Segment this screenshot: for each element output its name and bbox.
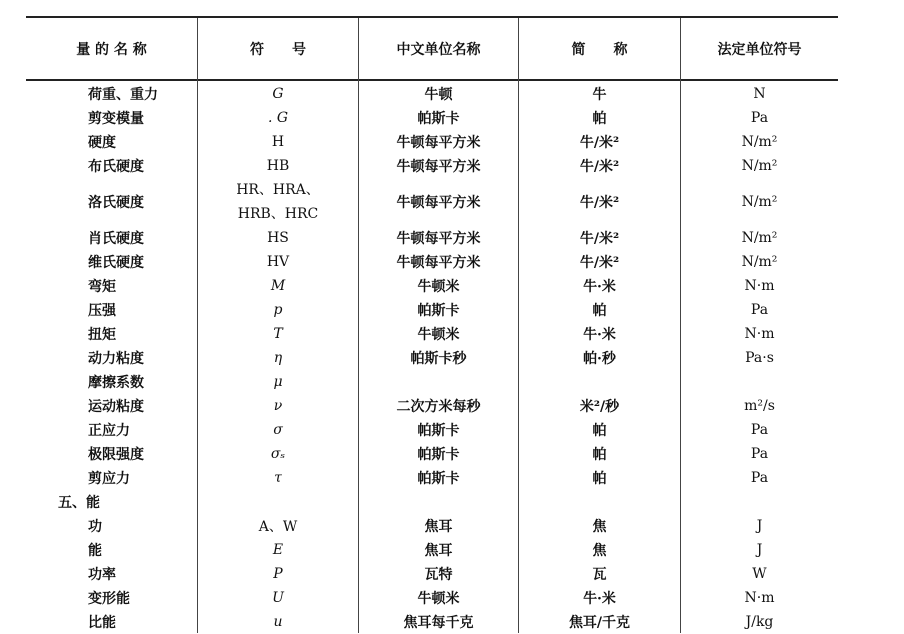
cell-abbreviation: 牛/米² [579,159,620,175]
cell-symbol: μ [273,374,283,390]
cell-chinese-unit-name: 牛顿每平方米 [396,231,481,247]
cell-quantity-name: 摩擦系数 [88,375,144,391]
cell-abbreviation: 帕 [592,303,607,319]
cell-abbreviation: 米²/秒 [579,399,620,415]
cell-abbreviation [519,370,680,394]
header-symbol: 符 号 [250,41,306,58]
cell-abbreviation: 帕 [592,423,607,439]
symbol-line: HRB、HRC [237,206,319,222]
cell-chinese-unit-name: 焦耳每千克 [403,615,474,631]
cell-chinese-unit-name: 牛顿米 [417,591,460,607]
cell-legal-unit-symbol: N/m² [741,194,778,210]
cell-quantity-name: 动力粘度 [88,351,144,367]
cell-quantity-name: 运动粘度 [88,399,144,415]
cell-quantity-name: 比能 [88,615,116,631]
cell-symbol: HB [266,158,290,174]
cell-legal-unit-symbol: N/m² [741,230,778,246]
cell-legal-unit-symbol: Pa [750,110,769,126]
cell-chinese-unit-name [359,370,518,394]
cell-quantity-name: 扭矩 [88,327,116,343]
cell-chinese-unit-name: 牛顿 [424,87,453,103]
cell-legal-unit-symbol: m²/s [744,398,775,414]
cell-legal-unit-symbol: J [756,518,763,534]
cell-chinese-unit-name: 牛顿米 [417,327,460,343]
cell-quantity-name: 布氏硬度 [88,159,144,175]
cell-symbol: H [271,134,285,150]
cell-quantity-name: 变形能 [88,591,130,607]
cell-legal-unit-symbol: N/m² [741,158,778,174]
cell-legal-unit-symbol: N [753,86,766,102]
cell-symbol: p [273,302,283,318]
cell-quantity-name: 剪变模量 [88,111,144,127]
cell-quantity-name: 剪应力 [88,471,130,487]
cell-legal-unit-symbol: Pa [750,446,769,462]
cell-legal-unit-symbol [681,370,838,394]
cell-legal-unit-symbol: Pa·s [745,350,774,366]
cell-symbol: HS [267,230,289,246]
cell-symbol: G [272,86,284,102]
cell-legal-unit-symbol: N·m [744,278,775,294]
cell-quantity-name: 能 [88,543,102,559]
cell-chinese-unit-name: 帕斯卡 [417,471,460,487]
header-chinese-unit-name: 中文单位名称 [396,41,481,58]
cell-quantity-name: 功 [88,519,102,535]
cell-symbol [198,490,358,514]
cell-legal-unit-symbol: W [752,566,767,582]
cell-legal-unit-symbol: Pa [750,302,769,318]
cell-legal-unit-symbol: N·m [744,326,775,342]
cell-legal-unit-symbol: Pa [750,422,769,438]
cell-chinese-unit-name: 帕斯卡 [417,303,460,319]
cell-quantity-name: 五、能 [58,495,100,511]
header-legal-unit-symbol: 法定单位符号 [717,41,802,58]
cell-symbol: T [273,326,283,342]
cell-symbol: A、W [258,519,298,535]
cell-symbol: σₛ [270,446,286,462]
cell-quantity-name: 压强 [88,303,116,319]
cell-quantity-name: 正应力 [88,423,130,439]
cell-symbol: σ [273,422,283,438]
cell-symbol: E [272,542,284,558]
cell-abbreviation: 牛·米 [583,591,616,607]
cell-chinese-unit-name: 帕斯卡 [417,111,460,127]
header-quantity-name: 量 的 名 称 [76,41,147,58]
cell-symbol: η [273,350,283,366]
cell-symbol [198,178,358,226]
cell-symbol: u [273,614,283,630]
cell-abbreviation: 帕·秒 [583,351,616,367]
cell-abbreviation: 牛/米² [579,231,620,247]
cell-chinese-unit-name: 焦耳 [424,543,453,559]
header-abbreviation: 简 称 [571,41,628,58]
cell-chinese-unit-name: 帕斯卡秒 [410,351,467,367]
cell-quantity-name: 功率 [88,567,116,583]
cell-quantity-name: 硬度 [88,135,116,151]
cell-symbol: . G [267,110,289,126]
cell-abbreviation: 焦耳/千克 [568,615,631,631]
cell-legal-unit-symbol: J [756,542,763,558]
cell-symbol: τ [274,470,282,486]
cell-quantity-name: 肖氏硬度 [88,231,144,247]
cell-chinese-unit-name: 牛顿米 [417,279,460,295]
cell-legal-unit-symbol: N·m [744,590,775,606]
cell-chinese-unit-name: 牛顿每平方米 [396,135,481,151]
cell-chinese-unit-name: 帕斯卡 [417,423,460,439]
cell-chinese-unit-name: 二次方米每秒 [396,399,481,415]
cell-abbreviation: 帕 [592,447,607,463]
cell-chinese-unit-name: 牛顿每平方米 [396,195,481,211]
cell-chinese-unit-name: 牛顿每平方米 [396,159,481,175]
table-header-rule [26,79,838,81]
cell-abbreviation: 牛·米 [583,327,616,343]
cell-abbreviation: 牛 [592,87,607,103]
cell-abbreviation: 牛/米² [579,255,620,271]
cell-abbreviation [519,490,680,514]
cell-chinese-unit-name: 瓦特 [424,567,453,583]
cell-quantity-name: 洛氏硬度 [88,195,144,211]
cell-abbreviation: 帕 [592,471,607,487]
cell-quantity-name: 极限强度 [88,447,144,463]
cell-quantity-name: 荷重、重力 [88,87,158,103]
symbol-line: HR、HRA、 [236,182,320,198]
cell-abbreviation: 牛/米² [579,135,620,151]
cell-abbreviation: 牛·米 [583,279,616,295]
cell-symbol: U [272,590,284,606]
cell-symbol: HV [266,254,290,270]
cell-symbol: M [270,278,286,294]
cell-chinese-unit-name: 帕斯卡 [417,447,460,463]
cell-abbreviation: 焦 [592,543,607,559]
cell-abbreviation: 牛/米² [579,195,620,211]
cell-legal-unit-symbol: J/kg [745,614,774,630]
cell-legal-unit-symbol: N/m² [741,254,778,270]
cell-quantity-name: 弯矩 [88,279,116,295]
cell-legal-unit-symbol: N/m² [741,134,778,150]
cell-chinese-unit-name [359,490,518,514]
cell-quantity-name: 维氏硬度 [88,255,144,271]
cell-symbol: ν [273,398,283,414]
cell-abbreviation: 帕 [592,111,607,127]
cell-abbreviation: 瓦 [592,567,607,583]
cell-legal-unit-symbol: Pa [750,470,769,486]
cell-chinese-unit-name: 焦耳 [424,519,453,535]
cell-abbreviation: 焦 [592,519,607,535]
cell-legal-unit-symbol [681,490,838,514]
cell-chinese-unit-name: 牛顿每平方米 [396,255,481,271]
cell-symbol: P [273,566,283,582]
